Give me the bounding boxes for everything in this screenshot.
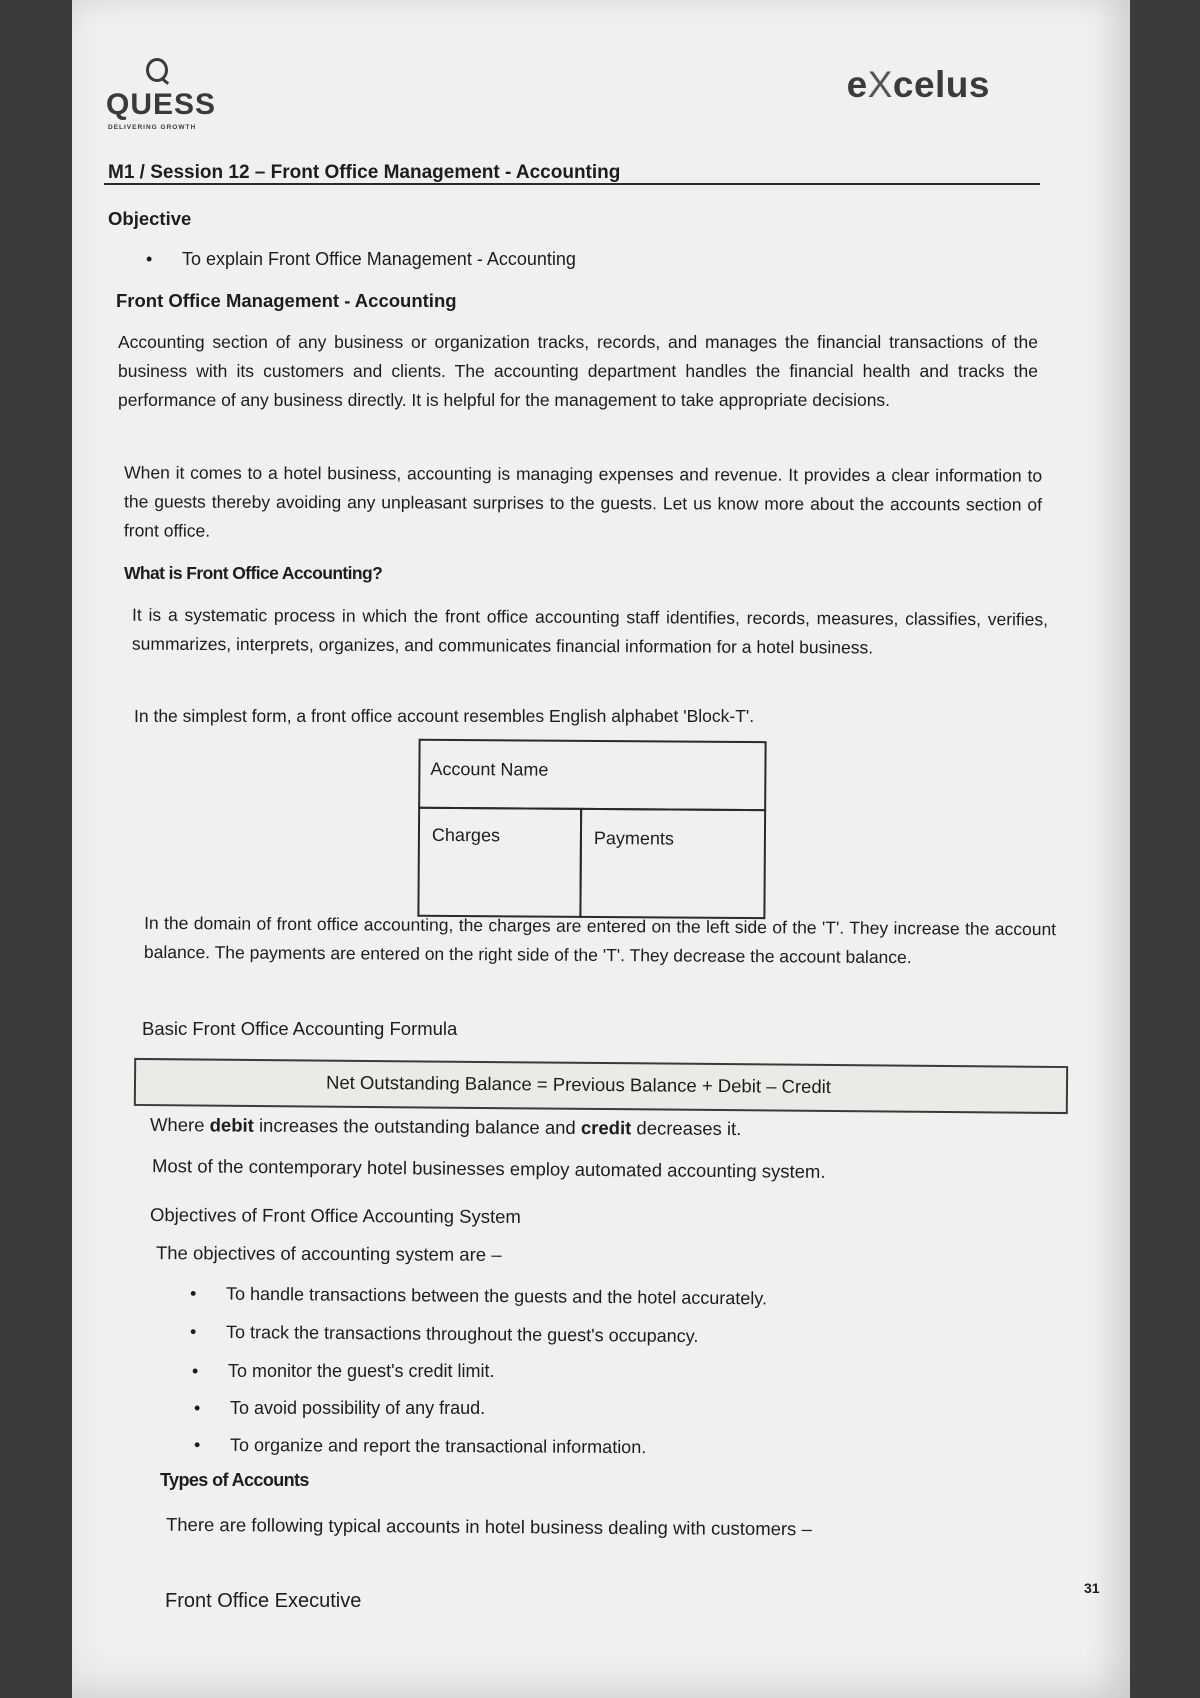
bullet-icon: • bbox=[192, 1361, 199, 1381]
paragraph-accounting-intro: Accounting section of any business or organization tracks, records, and manages the financial transactions of the business with its customers and clients. The accounting department handles the financial health and tracks the performance of any business directly. It is helpful for the management to take appropriate decisions. bbox=[118, 332, 1038, 410]
page-title: M1 / Session 12 – Front Office Management - Accounting bbox=[108, 162, 621, 183]
quess-logo-word: QUESS bbox=[106, 88, 217, 121]
excelus-logo: eXcelus bbox=[846, 64, 990, 105]
section-heading-what-is: What is Front Office Accounting? bbox=[124, 563, 383, 583]
formula-text: Net Outstanding Balance = Previous Balance + Debit – Credit bbox=[325, 1071, 832, 1098]
paragraph-block-t: In the simplest form, a front office account resembles English alphabet 'Block-T'. bbox=[134, 706, 755, 726]
t-account-charges: Charges bbox=[431, 824, 501, 846]
objective-system-bullet: • To monitor the guest's credit limit. bbox=[192, 1361, 495, 1381]
quess-logo-mark-icon bbox=[146, 58, 168, 82]
types-heading: Types of Accounts bbox=[160, 1470, 309, 1490]
objective-heading: Objective bbox=[108, 208, 192, 229]
footer-course-name: Front Office Executive bbox=[165, 1590, 362, 1612]
paragraph-definition: It is a systematic process in which the front office accounting staff identifies, records, measures, classifies, verifies, summarizes, interprets, organizes, and communicates financial information for a hotel business. bbox=[131, 604, 1049, 658]
objective-system-bullet: • To track the transactions throughout the guest's occupancy. bbox=[189, 1321, 699, 1347]
section-heading-accounting: Front Office Management - Accounting bbox=[116, 290, 457, 311]
bullet-icon: • bbox=[193, 1434, 201, 1455]
quess-logo-tagline: DELIVERING GROWTH bbox=[108, 124, 197, 131]
bullet-icon: • bbox=[189, 1321, 197, 1342]
t-account-payments: Payments bbox=[593, 828, 675, 849]
page-number: 31 bbox=[1084, 1580, 1100, 1596]
paragraph-charges-payments: In the domain of front office accounting, the charges are entered on the left side of the 'T'. They increase the account balance. The payments are entered on the right side of the 'T'. They decrease the account balance. bbox=[143, 912, 1057, 968]
types-intro: There are following typical accounts in hotel business dealing with customers – bbox=[165, 1513, 812, 1540]
formula-box bbox=[134, 1058, 1068, 1114]
automated-system-note: Most of the contemporary hotel businesses employ automated accounting system. bbox=[151, 1155, 826, 1182]
formula-explanation: Where debit increases the outstanding balance and credit decreases it. bbox=[149, 1113, 742, 1140]
objective-system-bullet: • To handle transactions between the guests and the hotel accurately. bbox=[189, 1283, 768, 1309]
paragraph-hotel-accounting: When it comes to a hotel business, accounting is managing expenses and revenue. It provides a clear information to the guests thereby avoiding any unpleasant surprises to the guests. Let us know more about the accounts section of front office. bbox=[123, 462, 1043, 541]
formula-heading: Basic Front Office Accounting Formula bbox=[142, 1018, 458, 1039]
t-account-diagram bbox=[417, 739, 770, 921]
objective-system-bullet: • To avoid possibility of any fraud. bbox=[194, 1398, 486, 1418]
t-account-header-cell bbox=[418, 739, 766, 811]
bullet-icon: • bbox=[189, 1283, 197, 1304]
t-account-name: Account Name bbox=[430, 758, 549, 780]
t-account-right-cell bbox=[579, 808, 766, 919]
objective-system-bullet: • To organize and report the transactional information. bbox=[193, 1434, 647, 1458]
title-divider bbox=[104, 183, 1040, 185]
objectives-system-intro: The objectives of accounting system are – bbox=[155, 1242, 502, 1265]
bullet-icon: • bbox=[146, 249, 153, 269]
t-account-left-cell bbox=[417, 807, 582, 918]
objectives-system-heading: Objectives of Front Office Accounting System bbox=[149, 1204, 521, 1227]
objective-bullet: • To explain Front Office Management - Accounting bbox=[146, 249, 576, 269]
bullet-icon: • bbox=[194, 1398, 201, 1418]
